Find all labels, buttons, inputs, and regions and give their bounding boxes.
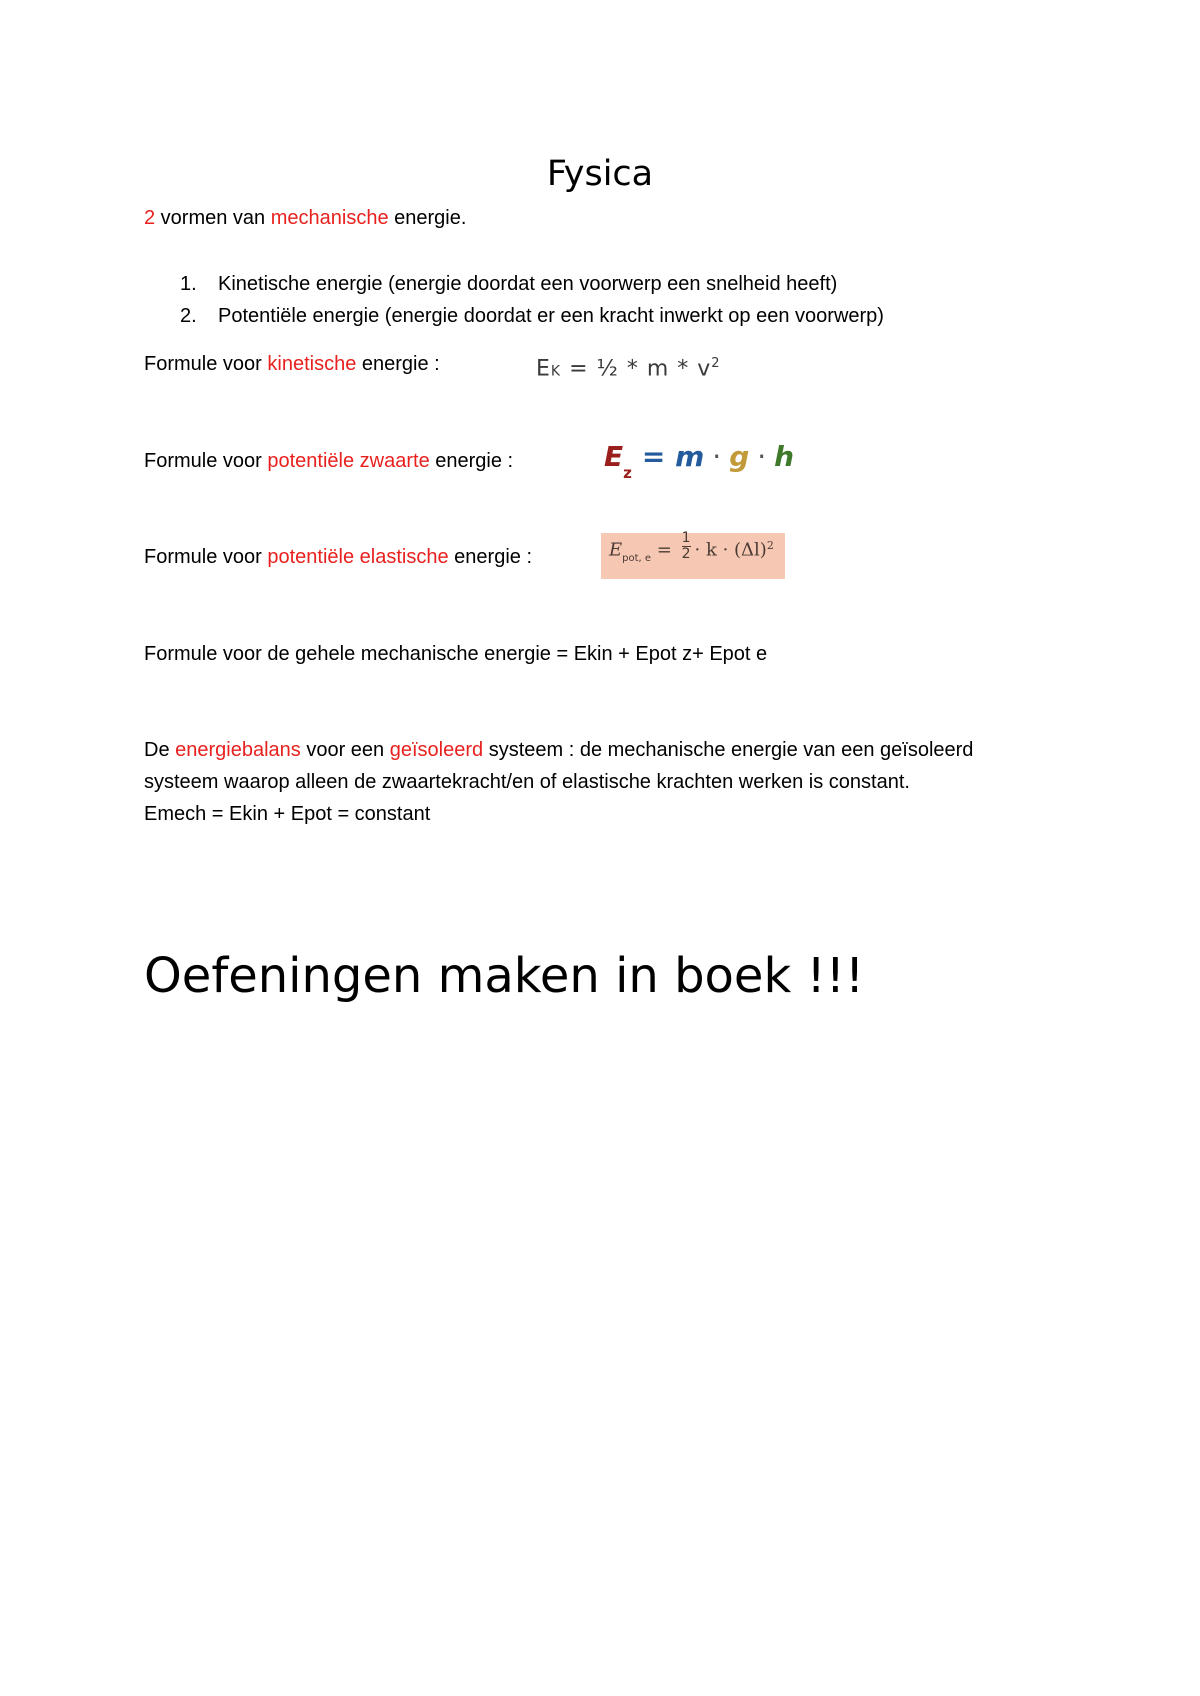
formula-mass: m: [675, 440, 705, 473]
energy-balance-line-1: [144, 736, 973, 764]
text: voor een: [300, 739, 390, 761]
formula-superscript: 2: [711, 356, 721, 371]
text: systeem : de mechanische energie van een geïsoleerd: [483, 739, 974, 761]
formula-equals: =: [651, 539, 678, 561]
elastic-formula-image: [601, 530, 785, 579]
energy-balance-line-3: Emech = Ekin + Epot = constant: [144, 803, 431, 825]
gravity-formula-label: [144, 447, 513, 475]
formula-dot: ·: [757, 440, 767, 473]
fraction-numerator: 1: [681, 530, 691, 546]
label-prefix: Formule voor: [144, 546, 268, 568]
list-text: Kinetische energie (energie doordat een voorwerp een snelheid heeft): [218, 273, 838, 295]
label-prefix: Formule voor: [144, 353, 268, 375]
formula-fraction: [682, 531, 691, 562]
list-number: 2.: [180, 305, 197, 327]
exercise-heading: Oefeningen maken in boek !!!: [144, 948, 865, 1004]
formula-symbol: E: [604, 440, 624, 473]
total-energy-formula: Formule voor de gehele mechanische energie = Ekin + Epot z+ Epot e: [144, 643, 768, 665]
gravity-formula: [604, 440, 795, 482]
kinetic-formula: [536, 356, 721, 381]
formula-subscript: K: [550, 363, 562, 380]
formula-dot: ·: [712, 440, 722, 473]
formula-body: = ½ * m * v: [561, 356, 712, 382]
list-item: [170, 268, 884, 300]
kinetic-formula-label: [144, 350, 440, 378]
label-highlight: potentiële zwaarte: [267, 450, 430, 472]
formula-gravity: g: [729, 440, 750, 473]
formula-symbol: E: [536, 356, 551, 382]
label-suffix: energie :: [356, 353, 440, 375]
list-text: Potentiële energie (energie doordat er een kracht inwerkt op een voorwerp): [218, 305, 884, 327]
fraction-denominator: 2: [681, 546, 691, 562]
page-title: Fysica: [546, 154, 654, 194]
label-suffix: energie :: [429, 450, 514, 472]
formula-subscript: z: [623, 464, 632, 482]
highlight-geisoleerd: geïsoleerd: [389, 739, 484, 761]
list-item: [170, 300, 884, 332]
intro-text-2: energie.: [388, 207, 467, 229]
formula-body: · k · (Δl): [694, 539, 767, 561]
formula-equals: =: [641, 440, 666, 473]
formula-superscript: 2: [766, 539, 774, 552]
energy-types-list: [170, 268, 884, 332]
intro-text-1: vormen van: [155, 207, 271, 229]
label-highlight: potentiële elastische: [267, 546, 449, 568]
formula-subscript: pot, e: [622, 552, 652, 564]
list-number: 1.: [180, 273, 197, 295]
highlight-energiebalans: energiebalans: [175, 739, 301, 761]
text: De: [144, 739, 176, 761]
formula-symbol: E: [609, 539, 623, 561]
intro-line: [144, 204, 466, 232]
label-prefix: Formule voor: [144, 450, 268, 472]
elastic-formula-label: [144, 543, 532, 571]
formula-height: h: [774, 440, 795, 473]
energy-balance-line-2: systeem waarop alleen de zwaartekracht/en of elastische krachten werken is constant.: [144, 771, 910, 793]
label-highlight: kinetische: [267, 353, 357, 375]
intro-number: 2: [144, 207, 156, 229]
label-suffix: energie :: [448, 546, 532, 568]
intro-mechanical: mechanische: [270, 207, 389, 229]
